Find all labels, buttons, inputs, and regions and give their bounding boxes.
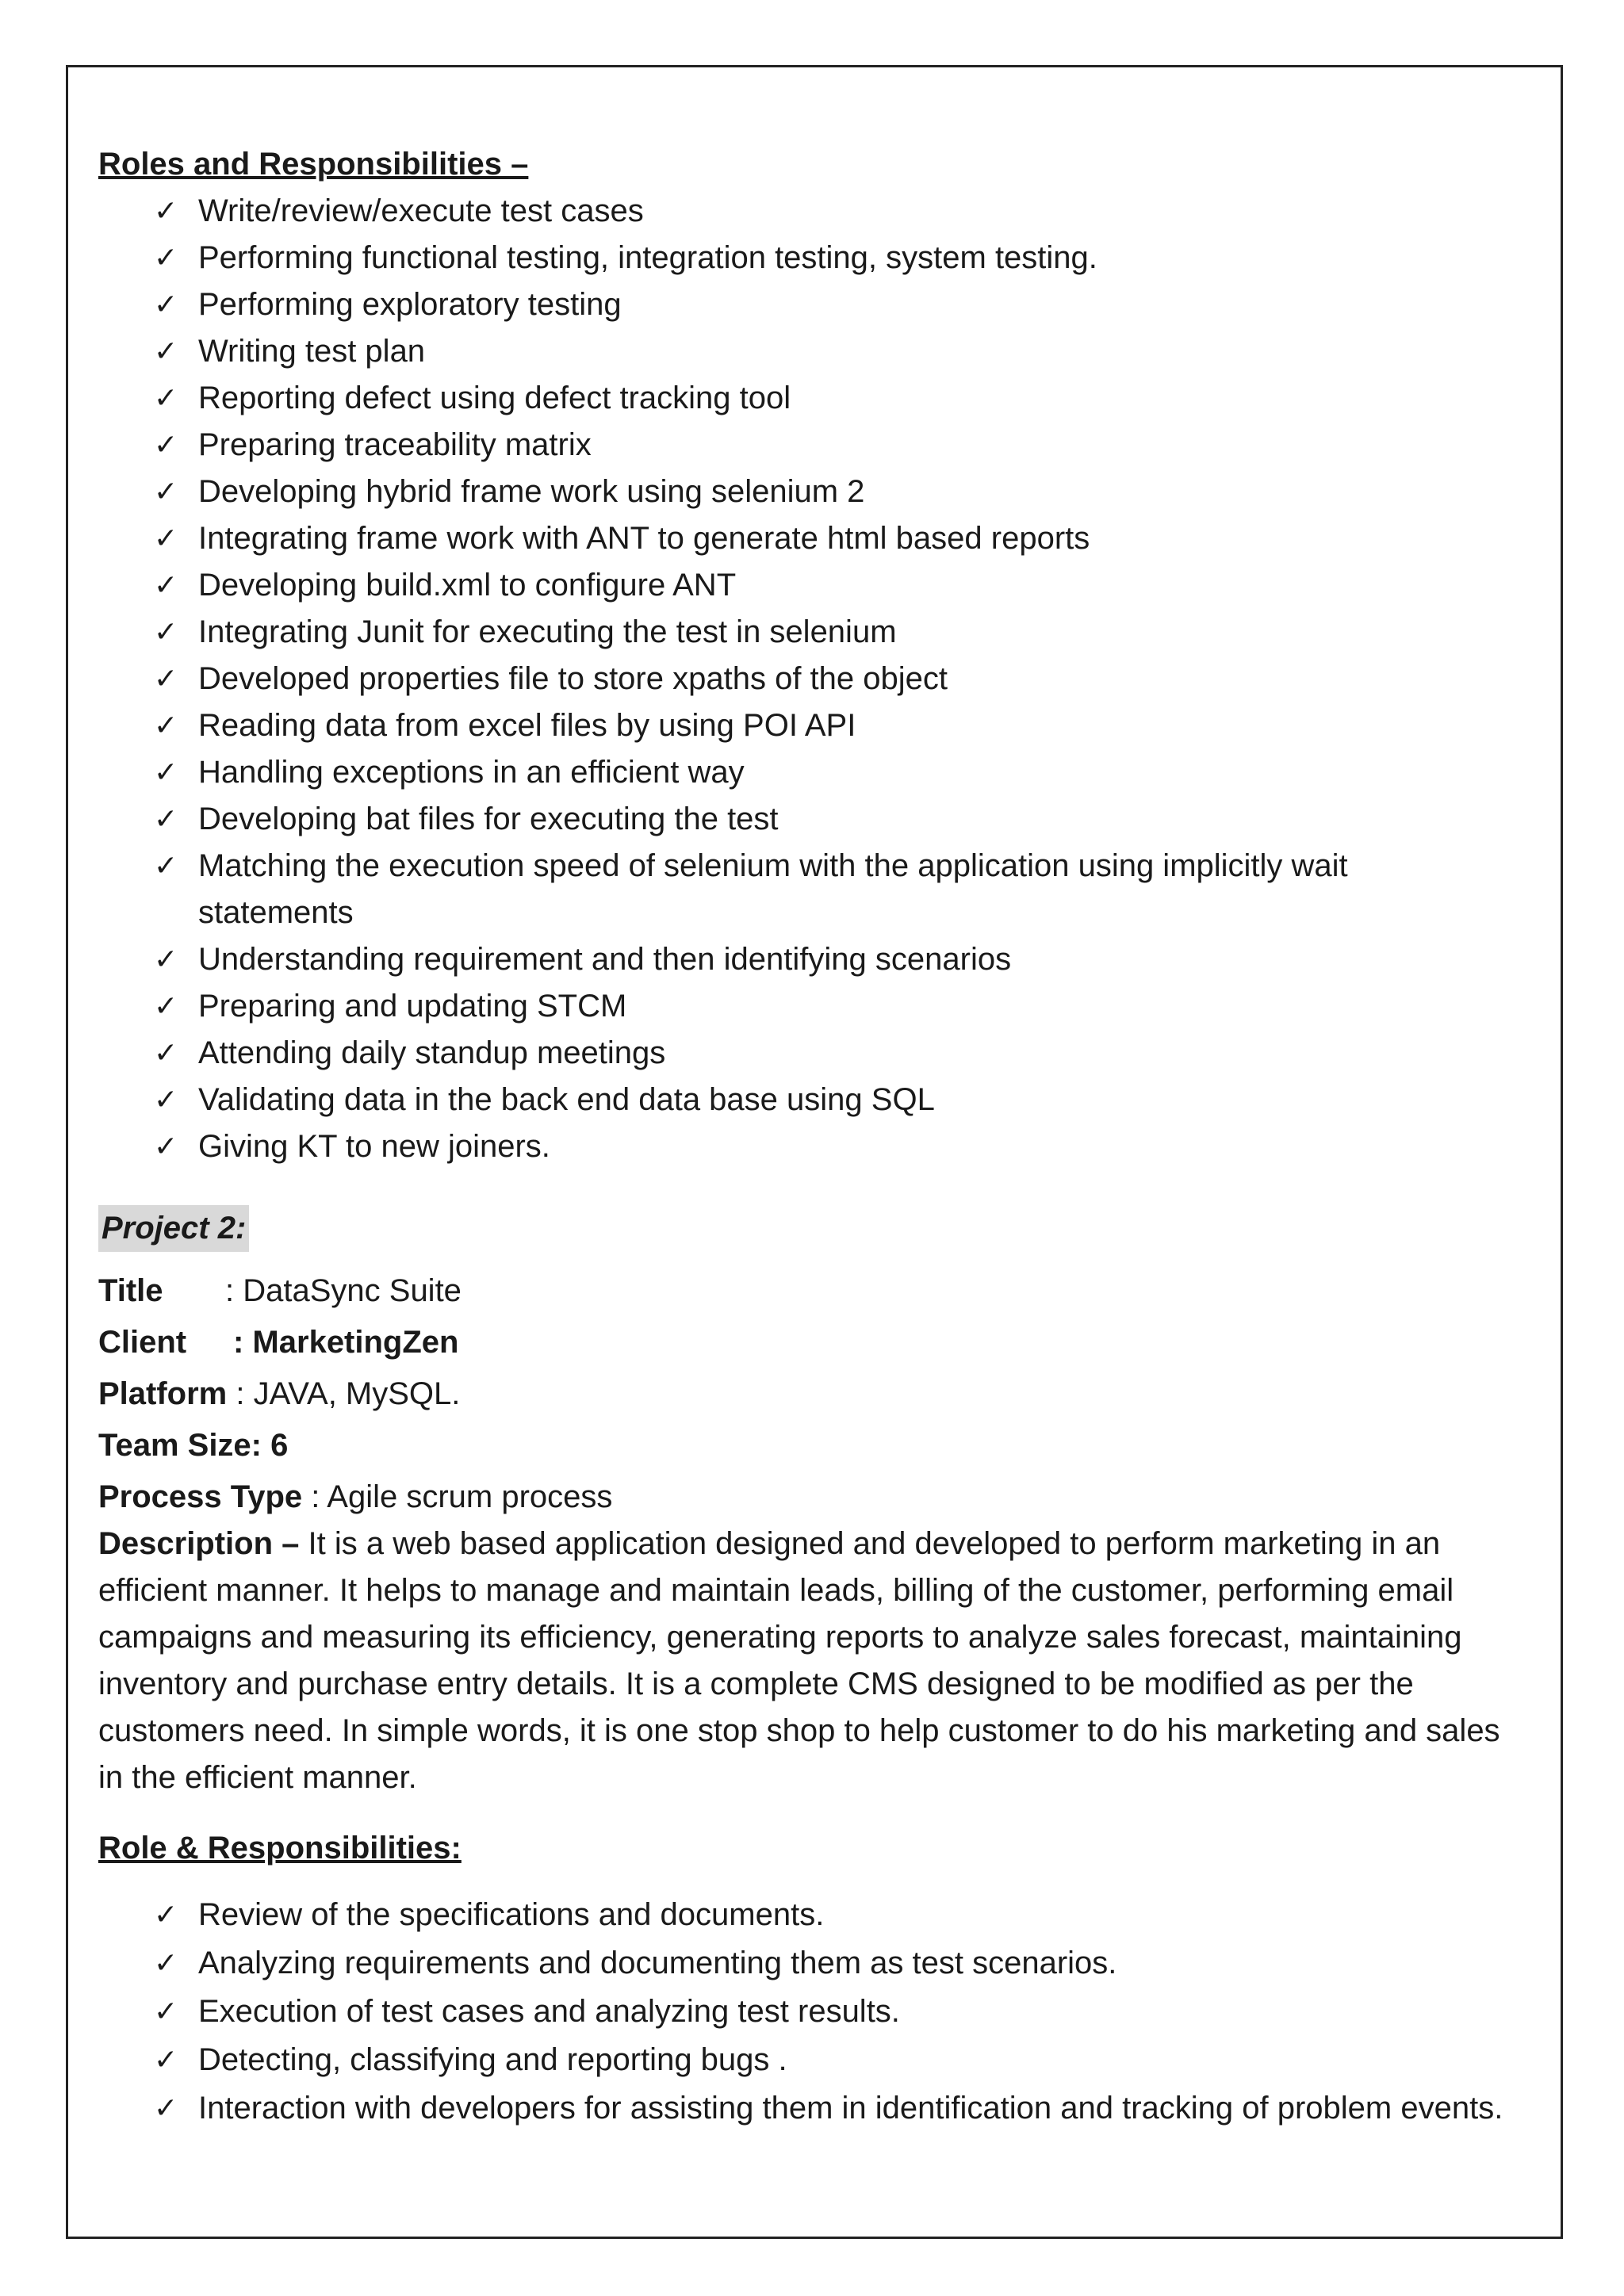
list-item: ✓ Interaction with developers for assisting them in identification and tracking of problem events. (154, 2084, 1534, 2133)
check-icon: ✓ (154, 242, 178, 274)
list-item: ✓ Validating data in the back end data base using SQL (154, 1077, 1534, 1123)
check-icon: ✓ (154, 289, 178, 321)
list-item: ✓ Integrating frame work with ANT to generate html based reports (154, 515, 1534, 562)
check-icon: ✓ (154, 569, 178, 602)
check-icon: ✓ (154, 1131, 178, 1163)
check-icon: ✓ (154, 429, 178, 461)
check-icon: ✓ (154, 1947, 178, 1980)
client-value: : MarketingZen (233, 1325, 459, 1360)
process-label: Process Type (98, 1479, 303, 1514)
check-icon: ✓ (154, 756, 178, 789)
check-icon: ✓ (154, 943, 178, 976)
check-icon: ✓ (154, 803, 178, 836)
description-text: It is a web based application designed and developed to perform marketing in an efficient manner. It helps to manage and maintain leads, billing of the customer, performing email campaigns and measuring its efficiency, generating reports to analyze sales forecast, maintaining inventory and purchase entry details. It is a complete CMS designed to be modified as per the customers need. In simple words, it is one stop shop to help customer to do his marketing and sales in the efficient manner. (98, 1526, 1500, 1795)
platform-value: : JAVA, MySQL. (227, 1376, 461, 1411)
check-icon: ✓ (154, 850, 178, 882)
check-icon: ✓ (154, 1084, 178, 1116)
list-item: ✓ Matching the execution speed of selenium with the application using implicitly wait statements (154, 843, 1534, 936)
project-title-row (98, 1268, 1534, 1314)
role-heading: Role & Responsibilities: (98, 1831, 462, 1866)
check-icon: ✓ (154, 476, 178, 508)
platform-label: Platform (98, 1376, 228, 1411)
list-item: ✓ Giving KT to new joiners. (154, 1123, 1534, 1170)
check-icon: ✓ (154, 663, 178, 695)
project-process-row (98, 1474, 1534, 1521)
check-icon: ✓ (154, 1037, 178, 1070)
list-item: ✓ Review of the specifications and documents. (154, 1891, 1534, 1939)
list-item: ✓ Writing test plan (154, 328, 1534, 375)
list-item: ✓ Developed properties file to store xpaths of the object (154, 656, 1534, 702)
client-label: Client (98, 1325, 187, 1360)
list-item: ✓ Reading data from excel files by using POI API (154, 702, 1534, 749)
team-size: Team Size: 6 (98, 1428, 289, 1463)
list-item: ✓ Integrating Junit for executing the test in selenium (154, 609, 1534, 656)
list-item: ✓ Analyzing requirements and documenting them as test scenarios. (154, 1939, 1534, 1988)
description-label: Description – (98, 1526, 300, 1561)
check-icon: ✓ (154, 616, 178, 649)
role-list (98, 1891, 1534, 2133)
project-client-row (98, 1319, 1534, 1366)
check-icon: ✓ (154, 522, 178, 555)
check-icon: ✓ (154, 1899, 178, 1931)
check-icon: ✓ (154, 710, 178, 742)
list-item: ✓ Developing build.xml to configure ANT (154, 562, 1534, 609)
list-item: ✓ Understanding requirement and then identifying scenarios (154, 936, 1534, 983)
title-label: Title (98, 1273, 163, 1308)
list-item: ✓ Performing functional testing, integration testing, system testing. (154, 235, 1534, 281)
list-item: ✓ Preparing and updating STCM (154, 983, 1534, 1030)
check-icon: ✓ (154, 195, 178, 228)
check-icon: ✓ (154, 382, 178, 415)
list-item: ✓ Developing bat files for executing the test (154, 796, 1534, 843)
check-icon: ✓ (154, 335, 178, 368)
project-platform-row (98, 1371, 1534, 1418)
document-content (98, 141, 1534, 2133)
list-item: ✓ Attending daily standup meetings (154, 1030, 1534, 1077)
check-icon: ✓ (154, 1996, 178, 2028)
project-label: Project 2: (98, 1205, 249, 1252)
roles-list (98, 188, 1534, 1170)
roles-heading: Roles and Responsibilities – (98, 147, 529, 182)
list-item: ✓ Preparing traceability matrix (154, 422, 1534, 469)
check-icon: ✓ (154, 990, 178, 1023)
list-item: ✓ Performing exploratory testing (154, 281, 1534, 328)
process-value: : Agile scrum process (302, 1479, 613, 1514)
list-item: ✓ Handling exceptions in an efficient way (154, 749, 1534, 796)
title-value: : DataSync Suite (225, 1273, 462, 1308)
list-item: ✓ Write/review/execute test cases (154, 188, 1534, 235)
list-item: ✓ Detecting, classifying and reporting bugs . (154, 2036, 1534, 2084)
list-item: ✓ Developing hybrid frame work using selenium 2 (154, 469, 1534, 515)
list-item: ✓ Reporting defect using defect tracking tool (154, 375, 1534, 422)
check-icon: ✓ (154, 2092, 178, 2125)
list-item: ✓ Execution of test cases and analyzing test results. (154, 1988, 1534, 2036)
check-icon: ✓ (154, 2044, 178, 2076)
project-description (98, 1521, 1534, 1801)
